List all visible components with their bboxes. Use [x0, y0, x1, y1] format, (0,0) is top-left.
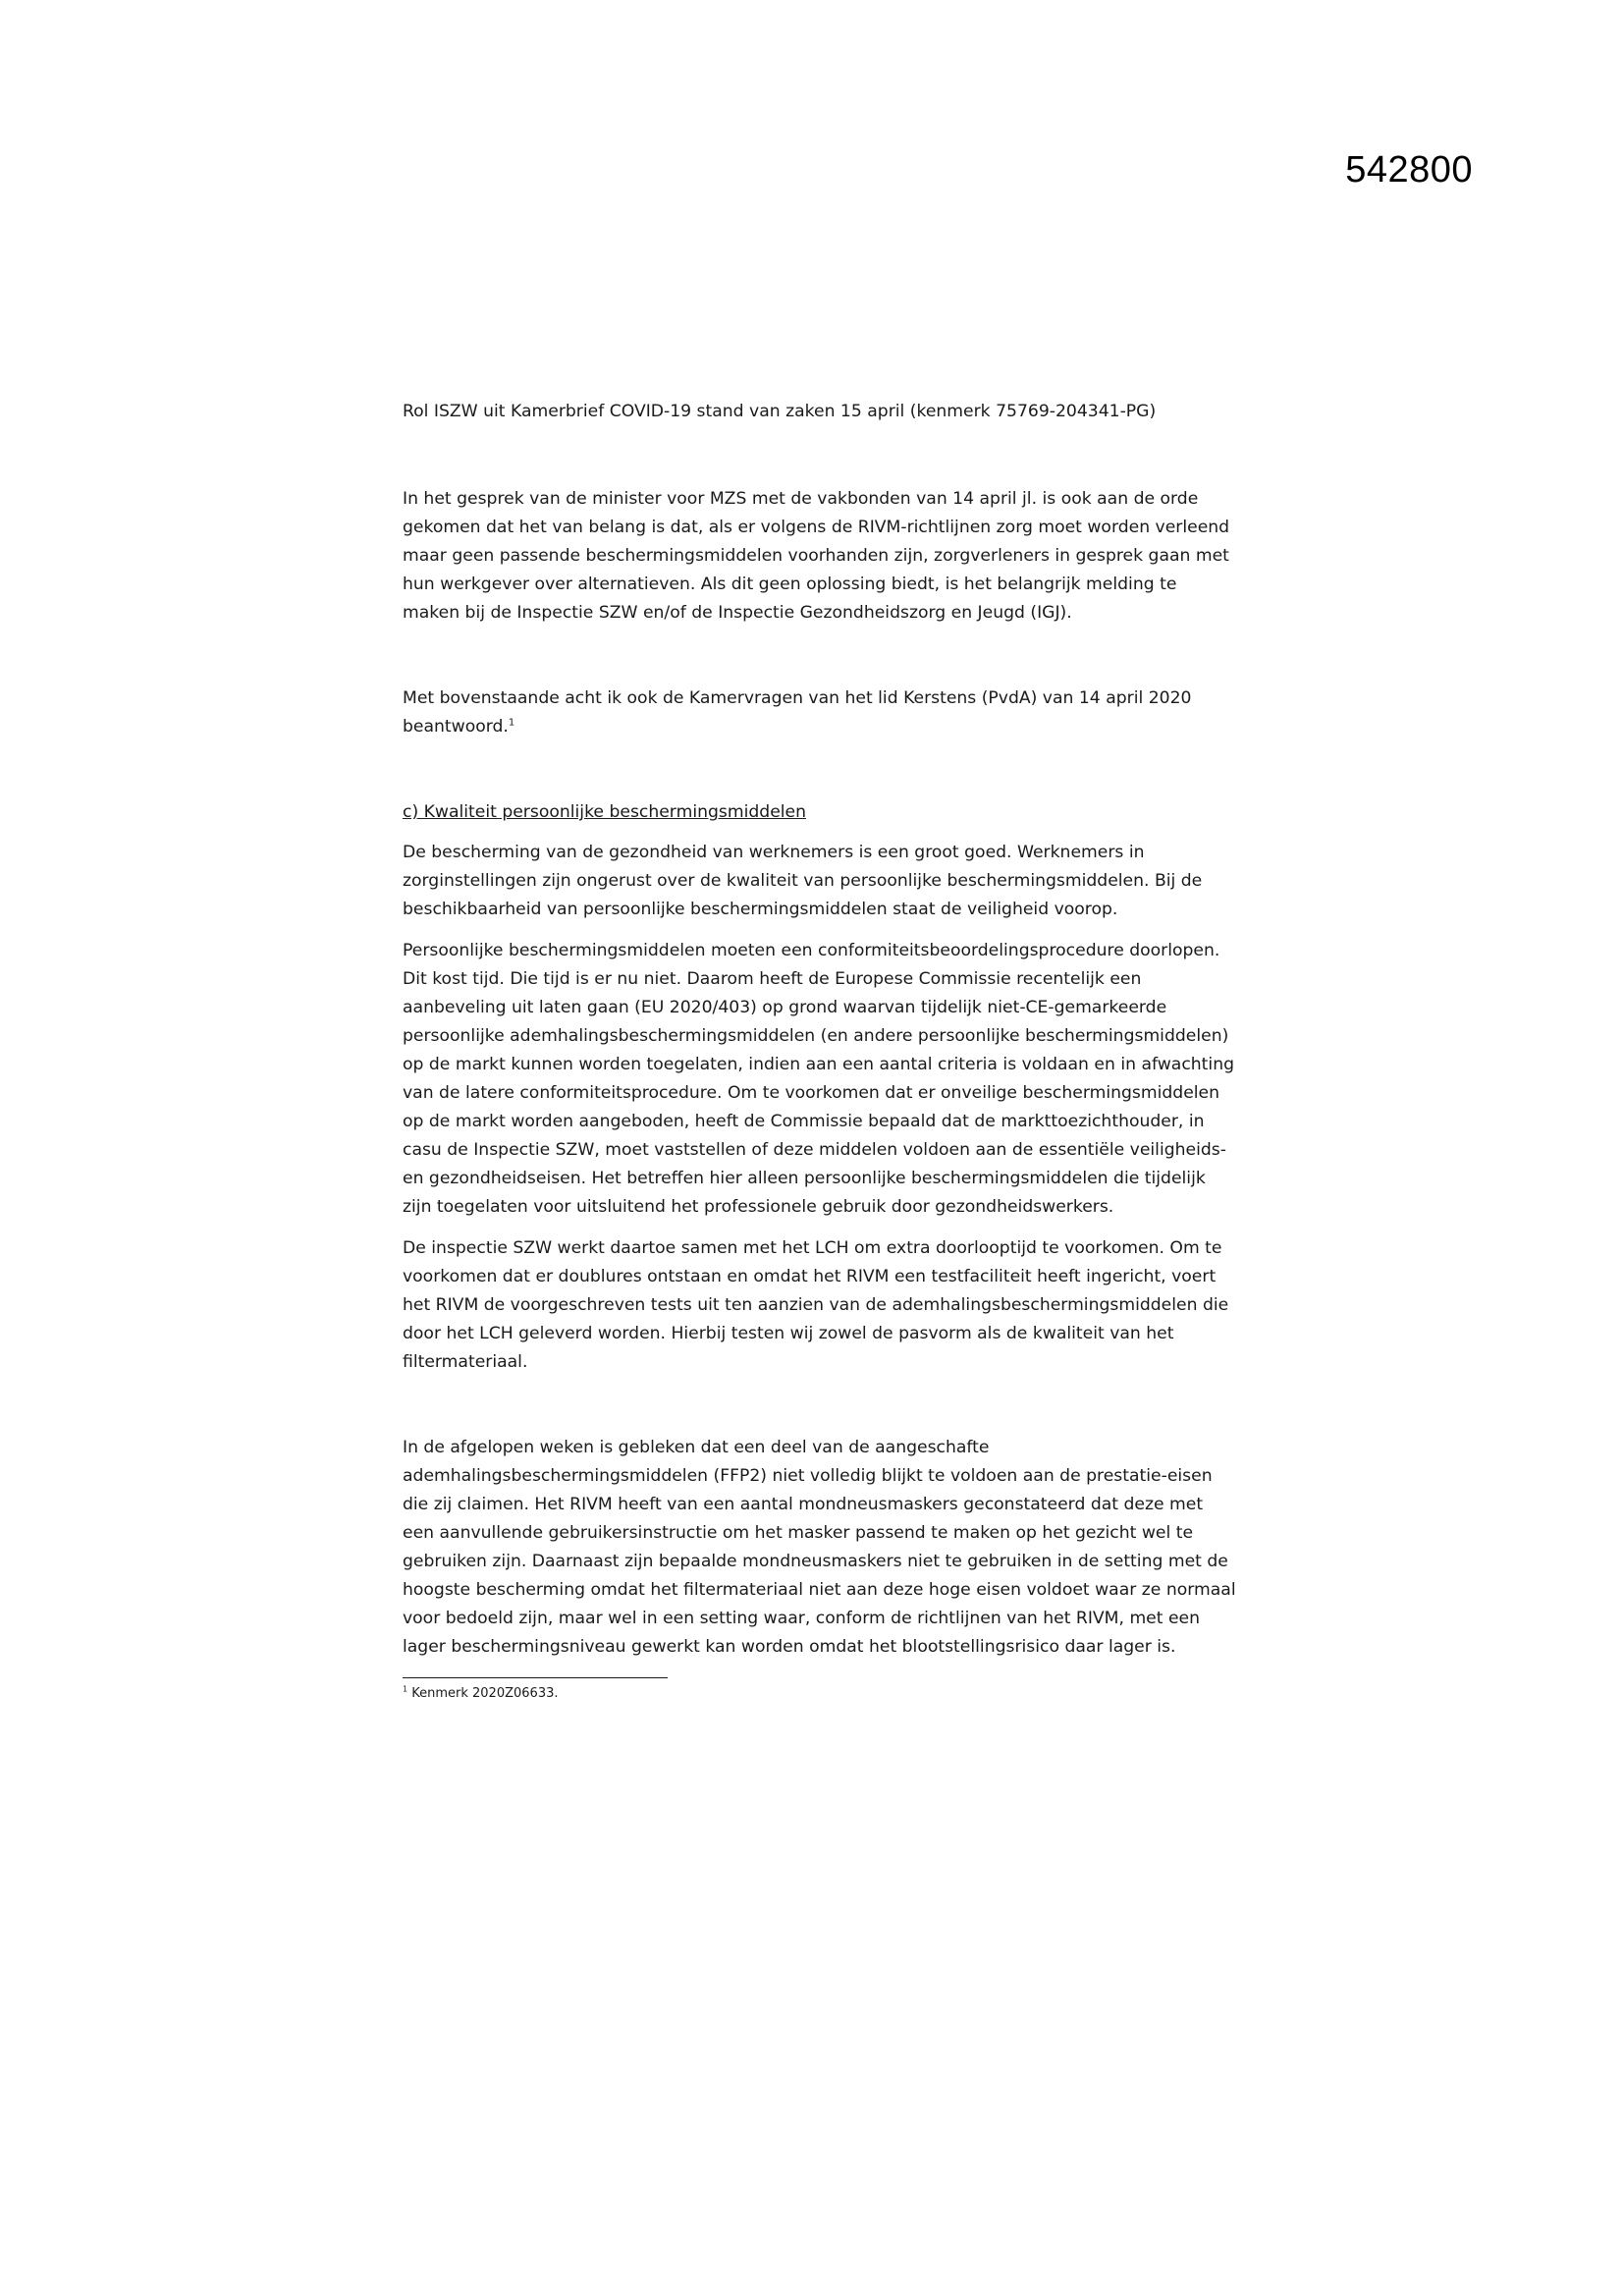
- paragraph-bescherming: De bescherming van de gezondheid van werknemers is een groot goed. Werknemers in zorginstellingen zijn ongerust over de kwaliteit van persoonlijke beschermingsmiddelen. Bij de beschikbaarheid van persoonlijke beschermingsmiddelen staat de veiligheid voorop.: [403, 843, 1203, 919]
- paragraph-kamervragen-text: Met bovenstaande acht ik ook de Kamervragen van het lid Kerstens (PvdA) van 14 april 2020 beantwoord.: [403, 688, 1192, 737]
- footnote-text: Kenmerk 2020Z06633.: [411, 1686, 559, 1701]
- document-number: 542800: [1345, 149, 1473, 191]
- paragraph-mondneusmaskers: In de afgelopen weken is gebleken dat een deel van de aangeschafte ademhalingsbeschermingsmiddelen (FFP2) niet volledig blijkt te voldoen aan de prestatie-eisen die zij claimen. Het RIVM heeft van een aantal mondneusmaskers geconstateerd dat deze met een aanvullende gebruikersinstructie om het masker passend te maken op het gezicht wel te gebruiken zijn. Daarnaast zijn bepaalde mondneusmaskers niet te gebruiken in de setting met de hoogste bescherming omdat het filtermateriaal niet aan deze hoge eisen voldoet waar ze normaal voor bedoeld zijn, maar wel in een setting waar, conform de richtlijnen van het RIVM, met een lager beschermingsniveau gewerkt kan worden omdat het blootstellingsrisico daar lager is.: [403, 1438, 1236, 1657]
- footnote-reference: 1: [508, 717, 515, 729]
- paragraph-inspectie: De inspectie SZW werkt daartoe samen met het LCH om extra doorlooptijd te voorkomen. Om te voorkomen dat er doublures ontstaan en omdat het RIVM een testfaciliteit heeft ingericht, voert het RIVM de voorgeschreven tests uit ten aanzien van de ademhalingsbeschermingsmiddelen die door het LCH geleverd worden. Hierbij testen wij zowel de pasvorm als de kwaliteit van het filtermateriaal.: [403, 1238, 1229, 1372]
- paragraph-conformiteit: Persoonlijke beschermingsmiddelen moeten een conformiteitsbeoordelingsprocedure doorlopen. Dit kost tijd. Die tijd is er nu niet. Daarom heeft de Europese Commissie recentelijk een aanbeveling uit laten gaan (EU 2020/403) op grond waarvan tijdelijk niet-CE-gemarkeerde persoonlijke ademhalingsbeschermingsmiddelen (en andere persoonlijke beschermingsmiddelen) op de markt kunnen worden toegelaten, indien aan een aantal criteria is voldaan en in afwachting van de latere conformiteitsprocedure. Om te voorkomen dat er onveilige beschermingsmiddelen op de markt worden aangeboden, heeft de Commissie bepaald dat de markttoezichthouder, in casu de Inspectie SZW, moet vaststellen of deze middelen voldoen aan de essentiële veiligheids- en gezondheidseisen. Het betreffen hier alleen persoonlijke beschermingsmiddelen die tijdelijk zijn toegelaten voor uitsluitend het professionele gebruik door gezondheidswerkers.: [403, 941, 1235, 1217]
- footnote-divider: [403, 1677, 668, 1678]
- document-title: Rol ISZW uit Kamerbrief COVID-19 stand van zaken 15 april (kenmerk 75769-204341-PG): [403, 402, 1157, 421]
- paragraph-kamervragen: [403, 684, 1237, 741]
- paragraph-vakbonden: In het gesprek van de minister voor MZS met de vakbonden van 14 april jl. is ook aan de orde gekomen dat het van belang is dat, als er volgens de RIVM-richtlijnen zorg moet worden verleend maar geen passende beschermingsmiddelen voorhanden zijn, zorgverleners in gesprek gaan met hun werkgever over alternatieven. Als dit geen oplossing biedt, is het belangrijk melding te maken bij de Inspectie SZW en/of de Inspectie Gezondheidszorg en Jeugd (IGJ).: [403, 489, 1230, 623]
- footnote: [403, 1684, 1237, 1704]
- footnote-marker: 1: [403, 1684, 408, 1694]
- section-heading: c) Kwaliteit persoonlijke beschermingsmiddelen: [403, 802, 807, 822]
- document-body: [403, 398, 1237, 1704]
